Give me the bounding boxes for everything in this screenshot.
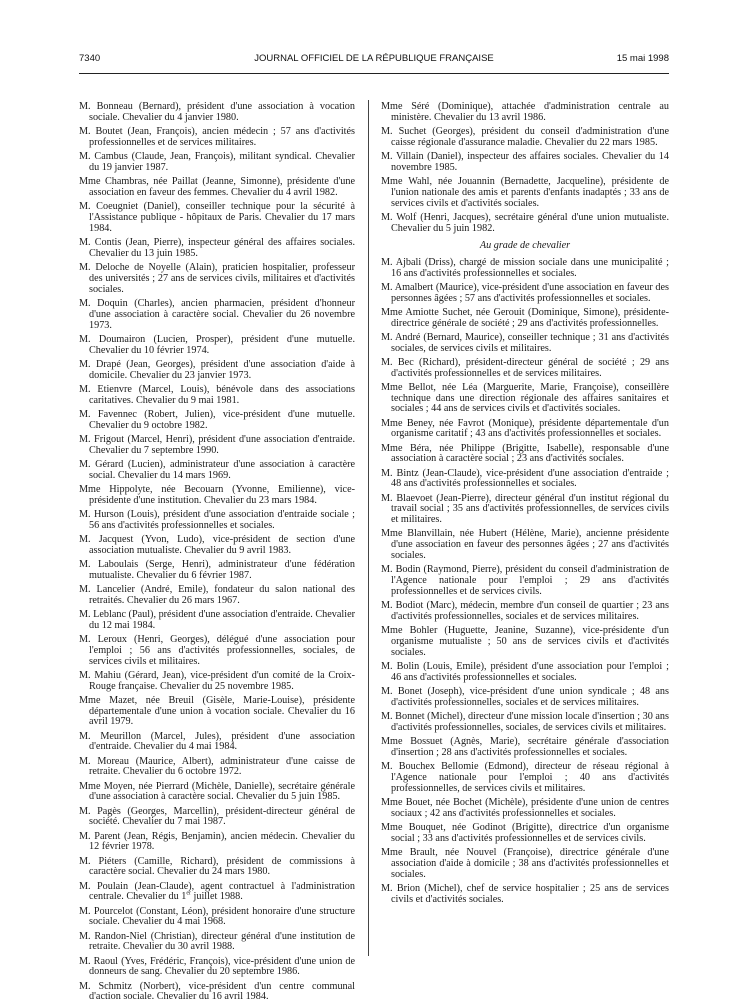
- entry: M. Mahiu (Gérard, Jean), vice-président d'un comité de la Croix-Rouge française. Chevalier du 25 novembre 1985.: [79, 669, 355, 692]
- entry: M. Parent (Jean, Régis, Benjamin), ancien médecin. Chevalier du 12 février 1978.: [79, 830, 355, 853]
- issue-date: 15 mai 1998: [616, 53, 669, 64]
- ordinal-suffix: er: [186, 891, 191, 898]
- entry: M. Laboulais (Serge, Henri), administrateur d'une fédération mutualiste. Chevalier du 6 février 1987.: [79, 558, 355, 581]
- entry: M. Drapé (Jean, Georges), président d'une association d'aide à domicile. Chevalier du 23 janvier 1973.: [79, 358, 355, 381]
- entry: Mme Wahl, née Jouannin (Bernadette, Jacqueline), présidente de l'union nationale des amis et parents d'enfants inadaptés ; 33 ans de services civils et d'activités sociales.: [381, 176, 669, 209]
- entry: M. André (Bernard, Maurice), conseiller technique ; 31 ans d'activités sociales, de services civils et militaires.: [381, 331, 669, 354]
- entry: M. Moreau (Maurice, Albert), administrateur d'une caisse de retraite. Chevalier du 6 octobre 1972.: [79, 755, 355, 778]
- entry: Mme Beney, née Favrot (Monique), présidente départementale d'un organisme caritatif ; 43 ans d'activités professionnelles et sociales.: [381, 417, 669, 440]
- page-header: [79, 53, 669, 67]
- entry: M. Bonet (Joseph), vice-président d'une union syndicale ; 48 ans d'activités professionnelles, sociales et de services militaires.: [381, 686, 669, 709]
- entry: M. Bodin (Raymond, Pierre), président du conseil d'administration de l'Agence nationale pour l'emploi ; 29 ans d'activités professionnelles et de services civils.: [381, 564, 669, 598]
- entry: M. Boutet (Jean, François), ancien médecin ; 57 ans d'activités professionnelles et de services militaires.: [79, 126, 355, 148]
- entry: Mme Blanvillain, née Hubert (Hélène, Marie), ancienne présidente d'une association en faveur des personnes âgées ; 27 ans d'activités sociales.: [381, 528, 669, 562]
- entry: M. Doquin (Charles), ancien pharmacien, président d'honneur d'une association à caractère social. Chevalier du 26 novembre 1973.: [79, 297, 355, 331]
- entry: M. Schmitz (Norbert), vice-président d'un centre communal d'action sociale. Chevalier du 16 avril 1984.: [79, 980, 355, 1003]
- entry: M. Jacquest (Yvon, Ludo), vice-président de section d'une association mutualiste. Chevalier du 9 avril 1983.: [79, 533, 355, 556]
- entry: M. Poulain (Jean-Claude), agent contractuel à l'administration centrale. Chevalier du 1er juillet 1988.: [79, 880, 355, 903]
- entry: M. Blaevoet (Jean-Pierre), directeur général d'un institut régional du travail social ; 35 ans d'activités professionnelles, de services civils et militaires.: [381, 492, 669, 526]
- entry: M. Piéters (Camille, Richard), président de commissions à caractère social. Chevalier du 24 mars 1980.: [79, 855, 355, 878]
- section-heading: Au grade de chevalier: [479, 239, 571, 251]
- entry: M. Pagès (Georges, Marcellin), président-directeur général de société. Chevalier du 7 mai 1987.: [79, 805, 355, 828]
- entry: Mme Bohler (Huguette, Jeanine, Suzanne), vice-présidente d'un organisme mutualiste ; 50 ans de services civils et d'activités sociales.: [381, 625, 669, 659]
- entry: M. Bonnet (Michel), directeur d'une mission locale d'insertion ; 30 ans d'activités professionnelles, sociales, de services civils et militaires.: [381, 711, 669, 734]
- entry: Mme Bouquet, née Godinot (Brigitte), directrice d'un organisme social ; 33 ans d'activités professionnelles et de services civils.: [381, 822, 669, 844]
- entry: M. Suchet (Georges), président du conseil d'administration d'une caisse régionale d'assurance maladie. Chevalier du 22 mars 1985.: [381, 126, 669, 148]
- entry: M. Bintz (Jean-Claude), vice-président d'une association d'entraide ; 48 ans d'activités professionnelles et sociales.: [381, 467, 669, 490]
- entry: M. Cambus (Claude, Jean, François), militant syndical. Chevalier du 19 janvier 1987.: [79, 151, 355, 173]
- entry: M. Ajbali (Driss), chargé de mission sociale dans une municipalité ; 16 ans d'activités professionnelles et sociales.: [381, 256, 669, 279]
- entry: M. Gérard (Lucien), administrateur d'une association à caractère social. Chevalier du 14 mars 1969.: [79, 458, 355, 481]
- entry: Mme Mazet, née Breuil (Gisèle, Marie-Louise), présidente départementale d'une union à vocation sociale. Chevalier du 16 avril 1979.: [79, 694, 355, 728]
- entry: M. Bolin (Louis, Emile), président d'une association pour l'emploi ; 46 ans d'activités professionnelles et sociales.: [381, 661, 669, 684]
- entry: M. Bouchex Bellomie (Edmond), directeur de réseau régional à l'Agence nationale pour l'emploi ; 40 ans d'activités professionnelles, de services civils et militaires.: [381, 761, 669, 794]
- right-column-top-entries: [381, 102, 669, 235]
- entry: Mme Moyen, née Pierrard (Michèle, Danielle), secrétaire générale d'une association à caractère social. Chevalier du 5 juin 1985.: [79, 780, 355, 803]
- entry: M. Coeugniet (Daniel), conseiller technique pour la sécurité à l'Assistance publique - hôpitaux de Paris. Chevalier du 17 mars 1984.: [79, 201, 355, 234]
- entry: M. Pourcelot (Constant, Léon), président honoraire d'une structure sociale. Chevalier du 4 mai 1968.: [79, 905, 355, 928]
- entry: Mme Bossuet (Agnès, Marie), secrétaire générale d'association d'insertion ; 28 ans d'activités professionnelles et sociales.: [381, 736, 669, 759]
- entry: Mme Brault, née Nouvel (Françoise), directrice générale d'une association d'aide à domicile ; 38 ans d'activités professionnelles et sociales.: [381, 847, 669, 880]
- entry: M. Leblanc (Paul), président d'une association d'entraide. Chevalier du 12 mai 1984.: [79, 608, 355, 631]
- entry: Mme Séré (Dominique), attachée d'administration centrale au ministère. Chevalier du 13 avril 1986.: [381, 101, 669, 123]
- entry: Mme Béra, née Philippe (Brigitte, Isabelle), responsable d'une association à caractère social ; 23 ans d'activités sociales.: [381, 442, 669, 465]
- entry: M. Bonneau (Bernard), président d'une association à vocation sociale. Chevalier du 4 janvier 1980.: [79, 101, 355, 123]
- entry: M. Bec (Richard), président-directeur général de société ; 29 ans d'activités professionnelles et de services militaires.: [381, 356, 669, 379]
- entry: M. Randon-Niel (Christian), directeur général d'une institution de retraite. Chevalier du 30 avril 1988.: [79, 930, 355, 953]
- entry: M. Frigout (Marcel, Henri), président d'une association d'entraide. Chevalier du 7 septembre 1990.: [79, 433, 355, 456]
- entry: M. Villain (Daniel), inspecteur des affaires sociales. Chevalier du 14 novembre 1985.: [381, 151, 669, 173]
- entry: Mme Hippolyte, née Becouarn (Yvonne, Emilienne), vice-présidente d'une institution. Chevalier du 23 mars 1984.: [79, 483, 355, 506]
- entry: M. Doumairon (Lucien, Prosper), président d'une mutuelle. Chevalier du 10 février 1974.: [79, 333, 355, 356]
- entry: M. Hurson (Louis), président d'une association d'entraide sociale ; 56 ans d'activités professionnelles et sociales.: [79, 508, 355, 531]
- right-column-bottom-entries: [381, 258, 669, 906]
- entry: Mme Bellot, née Léa (Marguerite, Marie, Françoise), conseillère technique dans une direction régionale des affaires sanitaires et sociales ; 44 ans de services civils et d'activités sociales.: [381, 381, 669, 415]
- entry: M. Meurillon (Marcel, Jules), président d'une association d'entraide. Chevalier du 4 mai 1984.: [79, 730, 355, 753]
- entry: Mme Chambras, née Paillat (Jeanne, Simonne), présidente d'une association en faveur des femmes. Chevalier du 4 avril 1982.: [79, 176, 355, 198]
- entry: M. Raoul (Yves, Frédéric, François), vice-président d'une union de donneurs de sang. Chevalier du 20 septembre 1986.: [79, 955, 355, 978]
- journal-title: JOURNAL OFFICIEL DE LA RÉPUBLIQUE FRANÇAISE: [254, 53, 494, 64]
- entry: M. Brion (Michel), chef de service hospitalier ; 25 ans de services civils et d'activités sociales.: [381, 882, 669, 905]
- header-rule: [79, 73, 669, 74]
- entry: M. Wolf (Henri, Jacques), secrétaire général d'une union mutualiste. Chevalier du 5 juin 1982.: [381, 211, 669, 234]
- entry: M. Etienvre (Marcel, Louis), bénévole dans des associations caritatives. Chevalier du 9 mai 1981.: [79, 383, 355, 406]
- entry: Mme Amiotte Suchet, née Gerouit (Dominique, Simone), présidente-directrice générale de société ; 29 ans d'activités professionnelles.: [381, 306, 669, 329]
- entry: M. Contis (Jean, Pierre), inspecteur général des affaires sociales. Chevalier du 13 juin 1985.: [79, 236, 355, 259]
- left-column: [79, 102, 355, 1007]
- entry: M. Leroux (Henri, Georges), délégué d'une association pour l'emploi ; 56 ans d'activités professionnelles, sociales, de services civils et militaires.: [79, 633, 355, 667]
- entry: M. Bodiot (Marc), médecin, membre d'un conseil de quartier ; 23 ans d'activités professionnelles, sociales et de services militaires.: [381, 600, 669, 623]
- right-column: [381, 102, 669, 909]
- entry: Mme Bouet, née Bochet (Michèle), présidente d'une union de centres sociaux ; 42 ans d'activités professionnelles et sociales.: [381, 797, 669, 819]
- entry: M. Lancelier (André, Emile), fondateur du salon national des retraités. Chevalier du 26 mars 1967.: [79, 583, 355, 606]
- entry: M. Deloche de Noyelle (Alain), praticien hospitalier, professeur des universités ; 27 ans de services civils, militaires et d'activités sociales.: [79, 261, 355, 295]
- entry: M. Favennec (Robert, Julien), vice-président d'une mutuelle. Chevalier du 9 octobre 1982.: [79, 408, 355, 431]
- entry: M. Amalbert (Maurice), vice-président d'une association en faveur des personnes âgées ; 57 ans d'activités professionnelles et sociales.: [381, 281, 669, 304]
- page-number: 7340: [79, 53, 101, 64]
- column-separator: [368, 100, 369, 956]
